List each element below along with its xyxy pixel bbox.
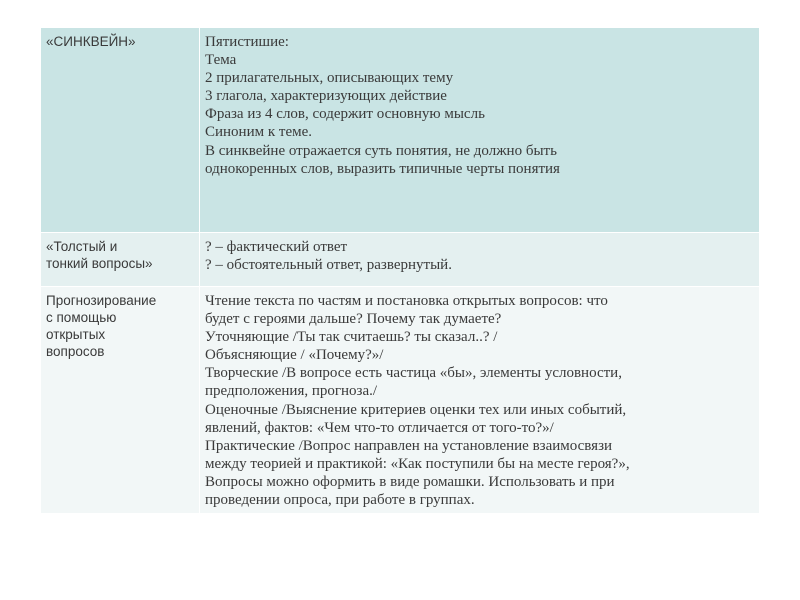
methods-table (40, 27, 760, 514)
method-name: открытых (46, 327, 106, 342)
method-cell (41, 287, 200, 514)
description-line: Пятистишие: (205, 34, 289, 50)
description-line: Тема (205, 52, 237, 69)
description-line: 3 глагола, характеризующих действие (205, 88, 447, 105)
description-line: Синоним к теме. (205, 124, 313, 141)
method-name: Прогнозирование (46, 293, 157, 308)
method-cell (41, 28, 200, 233)
method-name: «Толстый и (46, 239, 118, 254)
description-cell (200, 287, 760, 514)
description-line: проведении опроса, при работе в группах. (205, 492, 475, 509)
method-name: тонкий вопросы» (46, 256, 153, 271)
method-cell (41, 233, 200, 287)
description-line: Творческие /В вопросе есть частица «бы», элементы условности, (205, 365, 622, 382)
description-line: Вопросы можно оформить в виде ромашки. Использовать и при (205, 473, 615, 490)
description-line: явлений, фактов: «Чем что-то отличается от того-то?»/ (205, 419, 554, 436)
table-row-forecasting (41, 287, 760, 514)
description-line: Фраза из 4 слов, содержит основную мысль (205, 106, 485, 123)
description-line: ? – фактический ответ (205, 239, 348, 255)
description-cell (200, 28, 760, 233)
description-line: Объясняющие / «Почему?»/ (205, 347, 384, 364)
description-line: предположения, прогноза./ (205, 383, 378, 400)
description-line: 2 прилагательных, описывающих тему (205, 70, 454, 87)
description-line: однокоренных слов, выразить типичные черты понятия (205, 160, 560, 177)
description-line: Практические /Вопрос направлен на установление взаимосвязи (205, 437, 613, 454)
description-line: Чтение текста по частям и постановка открытых вопросов: что (205, 293, 608, 309)
description-line: Уточняющие /Ты так считаешь? ты сказал..? / (205, 329, 498, 346)
description-line: будет с героями дальше? Почему так думаете? (205, 311, 502, 328)
method-name: с помощью (46, 310, 117, 325)
method-name: вопросов (46, 344, 105, 359)
table-row-thick-thin-questions (41, 233, 760, 287)
description-line: между теорией и практикой: «Как поступили бы на месте героя?», (205, 455, 630, 472)
description-line: Оценочные /Выяснение критериев оценки тех или иных событий, (205, 401, 627, 418)
method-name: «СИНКВЕЙН» (46, 34, 136, 49)
table-row-sinkwine (41, 28, 760, 233)
description-cell (200, 233, 760, 287)
description-line: ? – обстоятельный ответ, развернутый. (205, 257, 452, 274)
description-line: В синквейне отражается суть понятия, не должно быть (205, 142, 557, 159)
